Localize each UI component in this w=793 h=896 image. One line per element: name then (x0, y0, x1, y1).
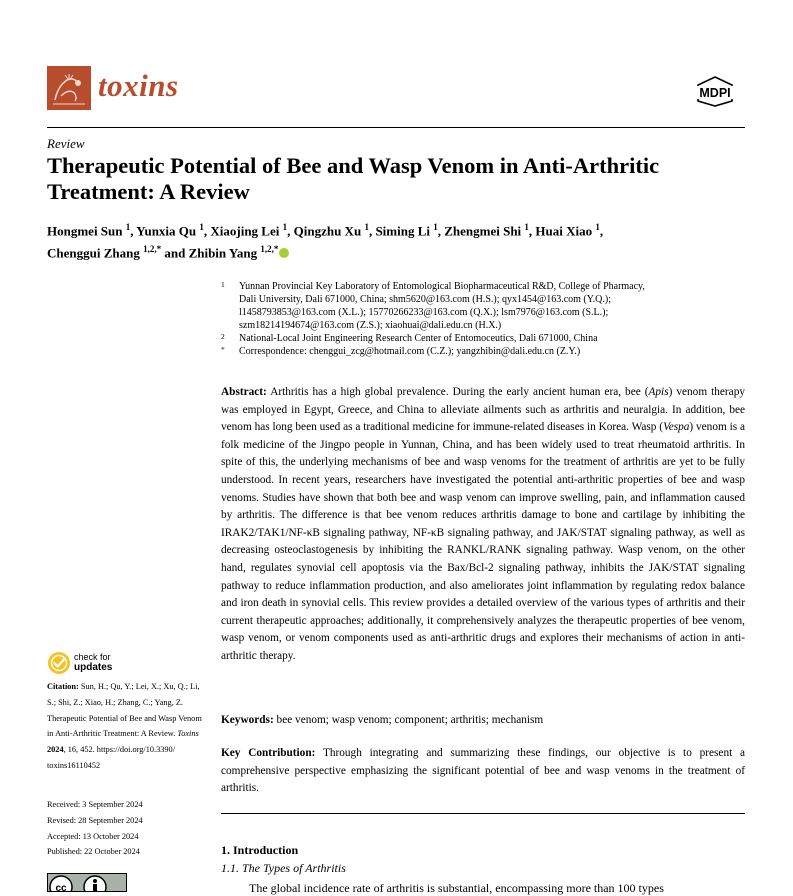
check-updates-label: check for updates (74, 652, 113, 673)
orcid-icon[interactable] (279, 248, 289, 258)
keywords: Keywords: bee venom; wasp venom; component; arthritis; mechanism (221, 714, 544, 726)
header-divider (47, 127, 745, 128)
author[interactable]: Zhengmei Shi (444, 223, 522, 239)
affiliation-mark: 1 (221, 280, 225, 289)
publication-dates (47, 797, 207, 860)
author[interactable]: Yunxia Qu (136, 223, 197, 239)
accepted-date: Accepted: 13 October 2024 (47, 831, 139, 841)
author[interactable]: Chenggui Zhang (47, 245, 140, 261)
mdpi-logo-icon (687, 75, 743, 107)
svg-text:cc: cc (55, 883, 67, 891)
journal-name: toxins (98, 68, 179, 103)
author[interactable]: Xiaojing Lei (210, 223, 280, 239)
affiliation-1: 1 Yunnan Provincial Key Laboratory of Entomological Biopharmaceutical R&D, College of Pharmacy, Dali University, Dali 671000, China; shm5620@163.com (H.S.); qyx1454@163.com (Y.Q.); l1458793853@163.com (X.L.); 15770266233@163.com (Q.X.); lsm7976@163.com (S.L.); szm18214194674@163.com (Z.S.); xiaohuai@dali.edu.cn (H.X.) (221, 280, 645, 331)
citation-label: Citation: (47, 682, 79, 691)
check-updates-icon (47, 651, 71, 675)
key-contribution-label: Key Contribution: (221, 747, 316, 759)
journal-logo-icon (47, 66, 91, 110)
abstract: Abstract: Arthritis has a high global prevalence. During the early ancient human era, bee (Apis) venom therapy was employed in Egypt, Greece, and China to alleviate ailments such as arthritis and neuralgia. In addition, bee venom has long been used as a traditional medicine for immune-related diseases in Korea. Wasp (Vespa) venom is a folk medicine of the Jingpo people in Yunnan, China, and has been widely used to treat rheumatoid arthritis. In spite of this, the underlying mechanisms of bee and wasp venoms for the treatment of arthritis are yet to be fully understood. In recent years, researchers have investigated the potential anti-arthritic properties of bee and wasp venoms. Studies have shown that both bee and wasp venom can improve swelling, pain, and inflammation caused by arthritis. The difference is that bee venom reduces arthritis damage to bone and cartilage by inhibiting the IRAK2/TAK1/NF-κB signaling pathway, NF-κB signaling pathway, and JAK/STAT signaling pathway, as well as decreasing osteoclastogenesis by inhibiting the RANKL/RANK signaling pathway. Wasp venom, on the other hand, regulates synovial cell apoptosis via the Bax/Bcl-2 signaling pathway, inhibits the JAK/STAT signaling pathway to reduce inflammation production, and also ameliorates joint inflammation by regulating redox balance and iron death in synovial cells. This review provides a detailed overview of the various types of arthritis and their current therapeutic approaches; additionally, it comprehensively analyzes the therapeutic properties of bee venom, wasp venom, or venom components used as anti-arthritic drugs and explores their mechanisms of action in anti-arthritic therapy. (221, 386, 745, 662)
revised-date: Revised: 28 September 2024 (47, 815, 143, 825)
citation-block: Citation: Sun, H.; Qu, Y.; Lei, X.; Xu, Q.; Li, S.; Shi, Z.; Xiao, H.; Zhang, C.; Yang, Z. Therapeutic Potential of Bee and Wasp Venom in Anti-Arthritic Treatment: A Review. Toxins 2024, 16, 452. https://doi.org/10.3390/ toxins16110452 (47, 682, 202, 770)
check-updates-button[interactable] (47, 650, 167, 676)
key-contribution: Key Contribution: Through integrating and summarizing these findings, our objective is to present a comprehensive perspective emphasizing the significant potential of bee and wasp venoms in the treatment of arthritis. (221, 747, 746, 795)
doi-link[interactable]: 452. https://doi.org/10.3390/ toxins16110452 (47, 745, 176, 770)
author[interactable]: Zhibin Yang (188, 245, 258, 261)
received-date: Received: 3 September 2024 (47, 800, 143, 809)
section-subheading: 1.1. The Types of Arthritis (221, 861, 346, 875)
author[interactable]: Siming Li (375, 223, 430, 239)
author-list: Hongmei Sun $^1$, Yunxia Qu $^1$, Xiaojing Lei $^1$, Qingzhu Xu $^1$, Siming Li $^1$, Zhengmei Shi $^1$, Huai Xiao $^1$, Chenggui Zhang $^{1,2,*}$ and Zhibin Yang $^{1,2,*}$ (47, 222, 604, 261)
affiliation-2: 2 National-Local Joint Engineering Research Center of Entomoceutics, Dali 671000, China (221, 332, 598, 344)
body-paragraph: The global incidence rate of arthritis is substantial, encompassing more than 100 types (249, 881, 664, 895)
abstract-label: Abstract: (221, 386, 267, 398)
author[interactable]: Qingzhu Xu (293, 223, 362, 239)
published-date: Published: 22 October 2024 (47, 847, 140, 857)
section-heading: 1. Introduction (221, 843, 299, 857)
cc-by-license-icon[interactable] (47, 873, 127, 892)
author[interactable]: Hongmei Sun (47, 223, 123, 239)
affiliations (221, 280, 745, 358)
affiliation-mark: 2 (221, 332, 225, 341)
author-conjunction: and (164, 245, 186, 261)
correspondence: * Correspondence: chenggui_zcg@hotmail.com (C.Z.); yangzhibin@dali.edu.cn (Z.Y.) (221, 345, 581, 357)
article-title: Therapeutic Potential of Bee and Wasp Venom in Anti-Arthritic Treatment: A Review (47, 153, 660, 204)
article-type: Review (47, 136, 85, 151)
keywords-label: Keywords: (221, 714, 274, 726)
publisher-name: MDPI (699, 86, 731, 100)
affiliation-mark: * (221, 345, 225, 354)
author[interactable]: Huai Xiao (535, 223, 593, 239)
section-divider (221, 813, 745, 814)
